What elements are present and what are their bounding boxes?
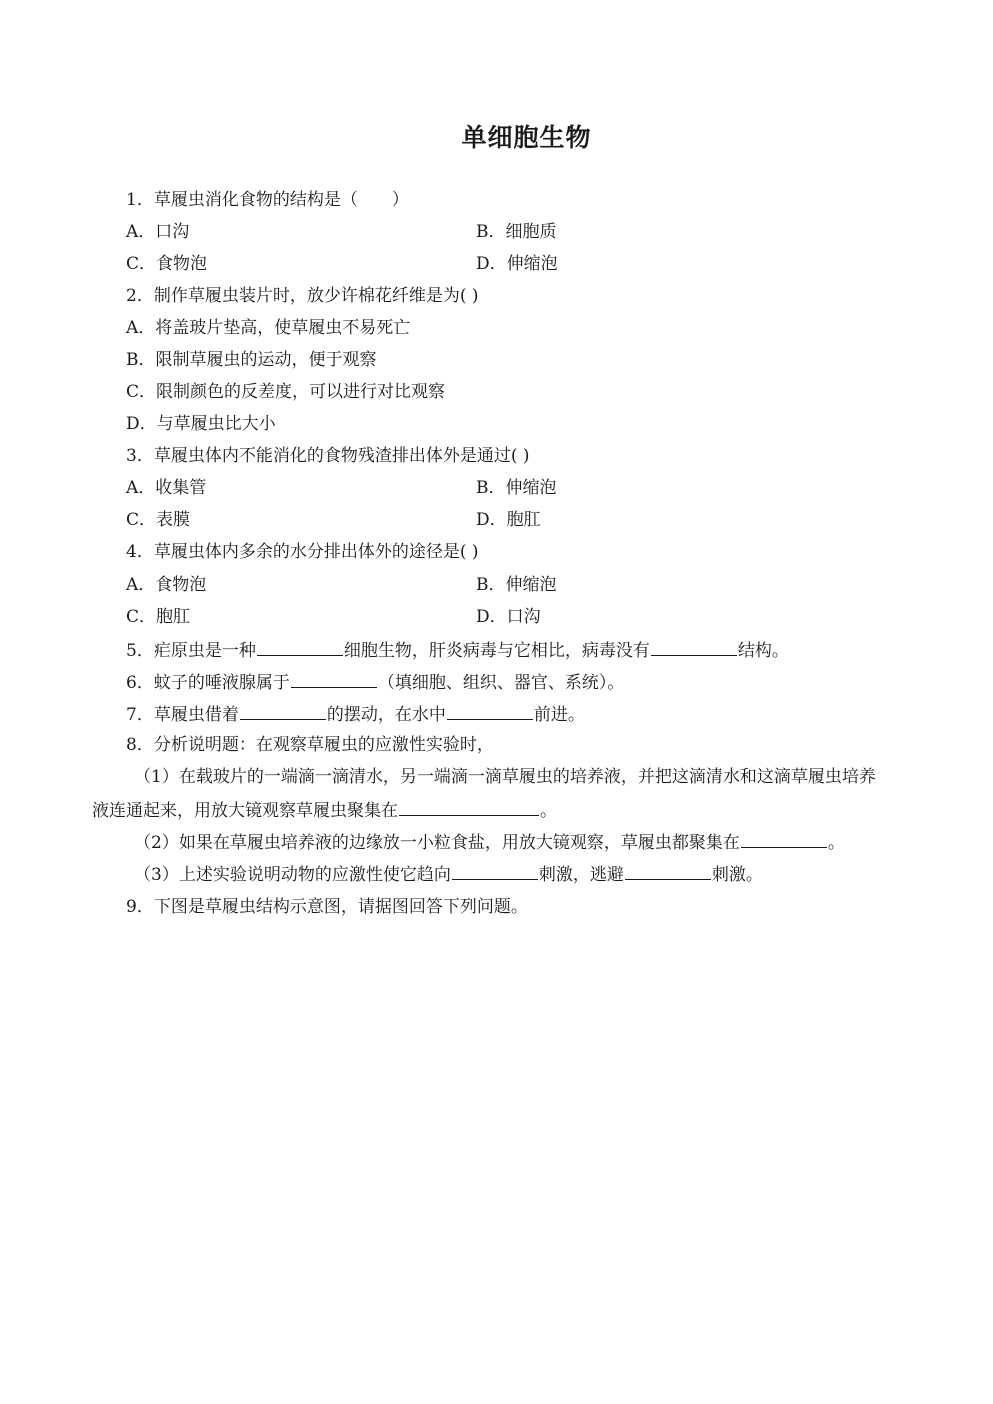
question-2-option-d: D．与草履虫比大小 <box>126 414 276 434</box>
question-3-stem: 3．草履虫体内不能消化的食物残渣排出体外是通过( ) <box>126 446 530 466</box>
question-8-sub3 <box>134 861 763 887</box>
question-1-option-d: D．伸缩泡 <box>476 254 558 274</box>
question-7-text-1: 7．草履虫借着 <box>126 705 239 725</box>
question-4-option-a: A．食物泡 <box>126 575 207 595</box>
question-2-option-a: A．将盖玻片垫高，使草履虫不易死亡 <box>126 318 411 338</box>
answer-blank[interactable] <box>291 669 377 688</box>
answer-blank[interactable] <box>240 701 326 720</box>
answer-blank[interactable] <box>257 637 343 656</box>
answer-blank[interactable] <box>741 829 827 848</box>
question-3-option-b: B．伸缩泡 <box>476 478 557 498</box>
question-8-sub2 <box>134 829 845 855</box>
question-1-option-b: B．细胞质 <box>476 222 557 242</box>
question-7-text-3: 前进。 <box>533 705 585 725</box>
question-4-stem: 4．草履虫体内多余的水分排出体外的途径是( ) <box>126 542 479 562</box>
question-8-stem: 8．分析说明题：在观察草履虫的应激性实验时， <box>126 735 494 755</box>
answer-blank[interactable] <box>447 701 533 720</box>
question-8-sub2-text: （2）如果在草履虫培养液的边缘放一小粒食盐，用放大镜观察，草履虫都聚集在 <box>134 833 740 853</box>
question-8-sub1-line2 <box>92 797 557 823</box>
question-7 <box>126 701 585 727</box>
question-4-option-b: B．伸缩泡 <box>476 575 557 595</box>
question-5-text-2: 细胞生物，肝炎病毒与它相比，病毒没有 <box>343 641 650 661</box>
question-5-text-1: 5．疟原虫是一种 <box>126 641 256 661</box>
question-2-option-b: B．限制草履虫的运动，便于观察 <box>126 350 377 370</box>
question-2-option-c: C．限制颜色的反差度，可以进行对比观察 <box>126 382 446 402</box>
question-8-sub1-text: 液连通起来，用放大镜观察草履虫聚集在 <box>92 801 398 821</box>
question-5-text-3: 结构。 <box>737 641 789 661</box>
question-2-stem: 2．制作草履虫装片时，放少许棉花纤维是为( ) <box>126 286 479 306</box>
question-6-text-2: （填细胞、组织、器官、系统）。 <box>377 673 625 693</box>
question-1-option-c: C．食物泡 <box>126 254 208 274</box>
question-6 <box>126 669 624 695</box>
answer-blank[interactable] <box>452 861 538 880</box>
page-title: 单细胞生物 <box>461 123 592 152</box>
question-3-option-d: D．胞肛 <box>476 510 541 530</box>
question-8-sub3-text-1: （3）上述实验说明动物的应激性使它趋向 <box>134 865 451 885</box>
question-8-sub1-line1: （1）在载玻片的一端滴一滴清水，另一端滴一滴草履虫的培养液，并把这滴清水和这滴草履虫培养 <box>134 767 876 787</box>
question-8-sub3-text-3: 刺激。 <box>711 865 763 885</box>
question-7-text-2: 的摆动，在水中 <box>326 705 446 725</box>
answer-blank[interactable] <box>625 861 711 880</box>
question-8-sub1-end: 。 <box>540 801 557 821</box>
question-1-stem: 1．草履虫消化食物的结构是（ ） <box>126 190 409 210</box>
question-4-option-c: C．胞肛 <box>126 607 191 627</box>
question-8-sub3-text-2: 刺激，逃避 <box>538 865 624 885</box>
question-3-option-c: C．表膜 <box>126 510 191 530</box>
answer-blank[interactable] <box>399 797 539 816</box>
answer-blank[interactable] <box>651 637 737 656</box>
question-6-text-1: 6．蚊子的唾液腺属于 <box>126 673 290 693</box>
question-5 <box>126 637 789 663</box>
question-4-option-d: D．口沟 <box>476 607 541 627</box>
question-8-sub2-end: 。 <box>827 833 845 853</box>
question-9-stem: 9．下图是草履虫结构示意图，请据图回答下列问题。 <box>126 897 528 917</box>
question-1-option-a: A．口沟 <box>126 222 190 242</box>
question-3-option-a: A．收集管 <box>126 478 207 498</box>
